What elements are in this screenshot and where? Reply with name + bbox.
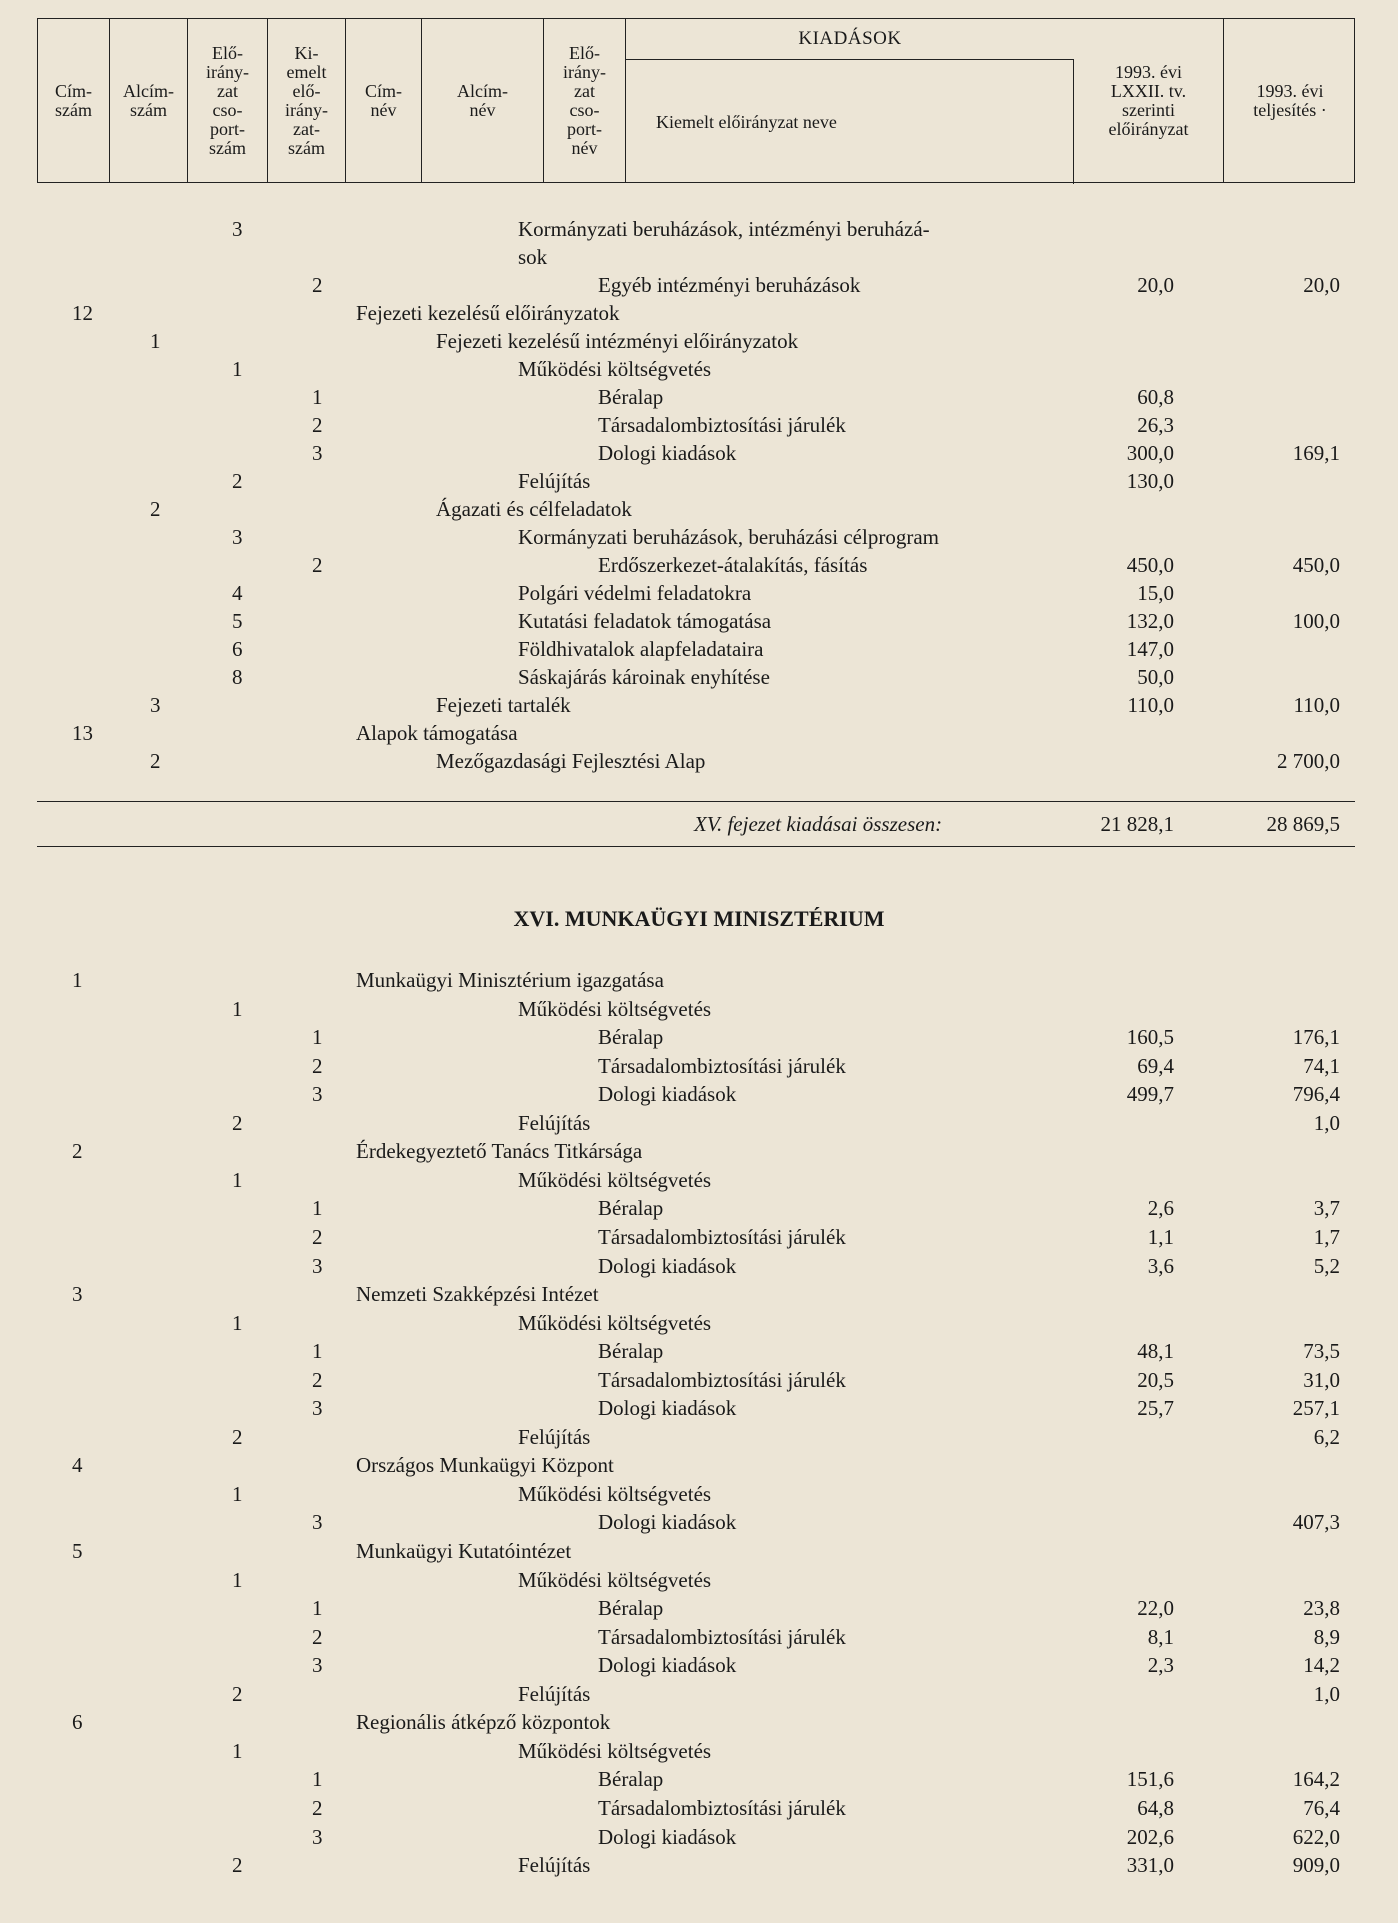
row-eloiranyzat: 160,5 [1126, 1025, 1174, 1050]
row-name: Kormányzati beruházások, intézményi beruházá- [518, 217, 930, 241]
row-code: 1 [150, 329, 161, 353]
row-code: 3 [312, 1653, 323, 1678]
row-name: Munkaügyi Kutatóintézet [356, 1539, 572, 1563]
table-row [0, 497, 1398, 525]
table-row [0, 1082, 1398, 1110]
row-code: 1 [232, 1310, 243, 1335]
row-teljesites: 1,0 [1313, 1110, 1340, 1135]
row-name: Kormányzati beruházások, beruházási célprogram [518, 525, 939, 549]
table-row [0, 1625, 1398, 1653]
row-teljesites: 20,0 [1303, 273, 1340, 297]
row-name: Kutatási feladatok támogatása [518, 609, 772, 633]
total-eloiranyzat: 21 828,1 [1100, 812, 1174, 836]
row-name: Működési költségvetés [518, 1738, 712, 1763]
header-table [37, 18, 1355, 183]
row-name: Dologi kiadások [598, 1253, 737, 1278]
row-code: 1 [312, 1596, 323, 1621]
row-name: Dologi kiadások [598, 1510, 737, 1535]
row-code: 2 [150, 497, 161, 521]
row-code: 2 [312, 1224, 323, 1249]
row-code: 1 [232, 1481, 243, 1506]
row-code: 2 [312, 1795, 323, 1820]
row-eloiranyzat: 130,0 [1126, 469, 1174, 493]
total-teljesites: 28 869,5 [1266, 812, 1340, 836]
table-row [0, 217, 1398, 245]
row-teljesites: 110,0 [1293, 693, 1340, 717]
table-row [0, 1653, 1398, 1681]
row-code: 1 [232, 1567, 243, 1592]
header-cim-nev: Cím- név [346, 19, 422, 182]
row-teljesites: 909,0 [1292, 1853, 1340, 1878]
table-row [0, 1710, 1398, 1738]
row-teljesites: 2 700,0 [1277, 749, 1340, 773]
row-code: 1 [232, 1738, 243, 1763]
row-name: Működési költségvetés [518, 1167, 712, 1192]
header-kiemelt-eloiranyzat-neve: Kiemelt előirányzat neve [626, 60, 1074, 184]
row-code: 2 [312, 1367, 323, 1392]
table-row [0, 1568, 1398, 1596]
row-code: 1 [232, 1167, 243, 1192]
table-row [0, 609, 1398, 637]
row-name: Fejezeti kezelésű előirányzatok [356, 301, 620, 325]
row-eloiranyzat: 50,0 [1137, 665, 1174, 689]
row-teljesites: 164,2 [1292, 1767, 1340, 1792]
row-name: Regionális átképző központok [356, 1710, 611, 1735]
row-eloiranyzat: 2,6 [1147, 1196, 1174, 1221]
row-eloiranyzat: 26,3 [1137, 413, 1174, 437]
row-name: Társadalombiztosítási járulék [598, 1053, 846, 1078]
table-row [0, 581, 1398, 609]
row-code: 1 [312, 1339, 323, 1364]
row-name: Dologi kiadások [598, 1396, 737, 1421]
row-code: 1 [312, 1196, 323, 1221]
row-eloiranyzat: 147,0 [1126, 637, 1174, 661]
row-teljesites: 8,9 [1313, 1624, 1340, 1649]
row-name: Alapok támogatása [356, 721, 518, 745]
header-alcim-nev: Alcím- név [422, 19, 544, 182]
row-code: 2 [232, 1681, 243, 1706]
table-row [0, 637, 1398, 665]
row-eloiranyzat: 64,8 [1137, 1795, 1174, 1820]
row-name: Fejezeti tartalék [436, 693, 571, 717]
row-name: Felújítás [518, 1424, 591, 1449]
table-row [0, 1339, 1398, 1367]
header-teljesites: 1993. évi teljesítés · [1253, 80, 1327, 120]
table-row [0, 1111, 1398, 1139]
row-name: Társadalombiztosítási járulék [598, 1795, 846, 1820]
table-row [0, 665, 1398, 693]
row-code: 3 [150, 693, 161, 717]
header-kiadasok: KIADÁSOK [626, 19, 1074, 60]
table-row [0, 997, 1398, 1025]
row-teljesites: 14,2 [1303, 1653, 1340, 1678]
table-row [0, 1539, 1398, 1567]
header-alcim-szam: Alcím- szám [110, 19, 188, 182]
header-eloiranyzat-csoport-nev: Elő- irány- zat cso- port- név [544, 19, 626, 182]
row-teljesites: 31,0 [1303, 1367, 1340, 1392]
row-code: 2 [312, 413, 323, 437]
row-name: Béralap [598, 1025, 664, 1050]
row-teljesites: 23,8 [1303, 1596, 1340, 1621]
row-name: Béralap [598, 1196, 664, 1221]
row-eloiranyzat: 151,6 [1126, 1767, 1174, 1792]
row-name: Társadalombiztosítási járulék [598, 1624, 846, 1649]
table-row [0, 357, 1398, 385]
row-code: 3 [312, 1082, 323, 1107]
total-rule-bottom [37, 846, 1355, 847]
row-name: Felújítás [518, 1853, 591, 1878]
row-name: Érdekegyeztető Tanács Titkársága [356, 1139, 643, 1164]
row-eloiranyzat: 3,6 [1147, 1253, 1174, 1278]
table-row [0, 469, 1398, 497]
table-row [0, 385, 1398, 413]
row-teljesites: 76,4 [1303, 1795, 1340, 1820]
table-row [0, 1767, 1398, 1795]
table-row [0, 1054, 1398, 1082]
table-row [0, 1254, 1398, 1282]
table-row [0, 1825, 1398, 1853]
table-row [0, 1796, 1398, 1824]
row-code: 2 [232, 1110, 243, 1135]
table-row [0, 245, 1398, 273]
row-code: 3 [232, 217, 243, 241]
row-code: 4 [232, 581, 243, 605]
table-row [0, 1311, 1398, 1339]
row-code: 2 [232, 1424, 243, 1449]
row-code: 5 [72, 1539, 83, 1563]
row-code: 3 [232, 525, 243, 549]
row-name: Működési költségvetés [518, 996, 712, 1021]
table-row [0, 721, 1398, 749]
row-code: 3 [312, 1253, 323, 1278]
table-row [0, 413, 1398, 441]
row-code: 3 [312, 1510, 323, 1535]
row-teljesites: 176,1 [1292, 1025, 1340, 1050]
row-code: 13 [72, 721, 93, 745]
row-name: Sáskajárás károinak enyhítése [518, 665, 770, 689]
row-eloiranyzat: 132,0 [1126, 609, 1174, 633]
table-row [0, 1282, 1398, 1310]
row-name: Ágazati és célfeladatok [436, 497, 632, 521]
row-code: 2 [312, 1053, 323, 1078]
row-eloiranyzat: 8,1 [1147, 1624, 1174, 1649]
row-eloiranyzat: 2,3 [1147, 1653, 1174, 1678]
table-row [0, 329, 1398, 357]
table-row [0, 1225, 1398, 1253]
row-teljesites: 3,7 [1313, 1196, 1340, 1221]
header-eloiranyzat-csoport-szam: Elő- irány- zat cso- port- szám [188, 19, 268, 182]
row-code: 1 [232, 996, 243, 1021]
row-eloiranyzat: 202,6 [1126, 1824, 1174, 1849]
row-code: 1 [72, 968, 83, 992]
row-name: Dologi kiadások [598, 1653, 737, 1678]
table-row [0, 749, 1398, 777]
row-code: 1 [232, 357, 243, 381]
row-code: 1 [312, 1767, 323, 1792]
row-name: Társadalombiztosítási járulék [598, 1367, 846, 1392]
table-row [0, 1482, 1398, 1510]
row-name: Dologi kiadások [598, 441, 737, 465]
row-name: Dologi kiadások [598, 1082, 737, 1107]
table-row [0, 441, 1398, 469]
row-name: Működési költségvetés [518, 1310, 712, 1335]
table-row [0, 553, 1398, 581]
row-eloiranyzat: 110,0 [1127, 693, 1174, 717]
row-code: 6 [232, 637, 243, 661]
row-code: 8 [232, 665, 243, 689]
header-kiemelt-eloiranyzat-szam: Ki- emelt elő- irány- zat- szám [268, 19, 346, 182]
row-eloiranyzat: 331,0 [1126, 1853, 1174, 1878]
row-eloiranyzat: 69,4 [1137, 1053, 1174, 1078]
header-cim-szam: Cím- szám [38, 19, 110, 182]
total-label: XV. fejezet kiadásai összesen: [694, 812, 943, 836]
row-code: 1 [312, 385, 323, 409]
row-name: Társadalombiztosítási járulék [598, 1224, 846, 1249]
row-code: 3 [312, 1396, 323, 1421]
table-row [0, 1196, 1398, 1224]
table-row [0, 301, 1398, 329]
row-name: Nemzeti Szakképzési Intézet [356, 1282, 599, 1307]
row-name: Polgári védelmi feladatokra [518, 581, 752, 605]
row-code: 1 [312, 1025, 323, 1050]
table-row [0, 1425, 1398, 1453]
row-teljesites: 6,2 [1313, 1424, 1340, 1449]
row-code: 2 [150, 749, 161, 773]
row-eloiranyzat: 22,0 [1137, 1596, 1174, 1621]
table-row [0, 273, 1398, 301]
row-eloiranyzat: 1,1 [1147, 1224, 1174, 1249]
table-row [0, 693, 1398, 721]
row-name: Társadalombiztosítási járulék [598, 413, 846, 437]
row-code: 2 [312, 553, 323, 577]
row-name: Országos Munkaügyi Központ [356, 1453, 614, 1478]
row-name: Béralap [598, 1596, 664, 1621]
row-eloiranyzat: 60,8 [1137, 385, 1174, 409]
row-teljesites: 169,1 [1292, 441, 1340, 465]
table-row [0, 1682, 1398, 1710]
table-row [0, 525, 1398, 553]
section-title: XVI. MUNKAÜGYI MINISZTÉRIUM [513, 906, 885, 931]
row-code: 2 [72, 1139, 83, 1164]
row-name: Erdőszerkezet-átalakítás, fásítás [598, 553, 868, 577]
row-teljesites: 100,0 [1292, 609, 1340, 633]
row-teljesites: 5,2 [1313, 1253, 1340, 1278]
row-code: 2 [232, 469, 243, 493]
row-name: Dologi kiadások [598, 1824, 737, 1849]
row-code: 3 [72, 1282, 83, 1307]
row-code: 2 [312, 1624, 323, 1649]
row-teljesites: 796,4 [1292, 1082, 1340, 1107]
row-code: 2 [312, 273, 323, 297]
row-name: Működési költségvetés [518, 1567, 712, 1592]
table-row [0, 1368, 1398, 1396]
table-row [0, 1510, 1398, 1538]
row-name: Fejezeti kezelésű intézményi előirányzatok [436, 329, 799, 353]
row-teljesites: 73,5 [1303, 1339, 1340, 1364]
row-code: 12 [72, 301, 93, 325]
row-teljesites: 1,0 [1313, 1681, 1340, 1706]
row-eloiranyzat: 48,1 [1137, 1339, 1174, 1364]
header-eloiranyzat: 1993. évi LXXII. tv. szerinti előirányzat [1074, 19, 1224, 182]
row-name: Felújítás [518, 1110, 591, 1135]
row-eloiranyzat: 25,7 [1137, 1396, 1174, 1421]
row-code: 5 [232, 609, 243, 633]
total-rule-top [37, 801, 1355, 802]
table-row [0, 1025, 1398, 1053]
table-row [0, 1168, 1398, 1196]
row-eloiranyzat: 300,0 [1126, 441, 1174, 465]
row-name: Működési költségvetés [518, 357, 712, 381]
row-name: Földhivatalok alapfeladataira [518, 637, 764, 661]
row-teljesites: 622,0 [1292, 1824, 1340, 1849]
row-code: 3 [312, 1824, 323, 1849]
row-code: 6 [72, 1710, 83, 1735]
row-teljesites: 450,0 [1292, 553, 1340, 577]
table-row [0, 1396, 1398, 1424]
table-row [0, 968, 1398, 996]
row-code: 2 [232, 1853, 243, 1878]
row-name: Béralap [598, 1767, 664, 1792]
table-row [0, 1853, 1398, 1881]
row-eloiranyzat: 20,5 [1137, 1367, 1174, 1392]
row-teljesites: 257,1 [1292, 1396, 1340, 1421]
row-teljesites: 74,1 [1303, 1053, 1340, 1078]
row-teljesites: 1,7 [1313, 1224, 1340, 1249]
row-name: Felújítás [518, 1681, 591, 1706]
table-row [0, 1139, 1398, 1167]
row-name: sok [518, 245, 548, 269]
row-eloiranyzat: 15,0 [1137, 581, 1174, 605]
table-row [0, 1739, 1398, 1767]
row-eloiranyzat: 499,7 [1126, 1082, 1174, 1107]
row-code: 3 [312, 441, 323, 465]
row-name: Munkaügyi Minisztérium igazgatása [356, 968, 664, 992]
row-code: 4 [72, 1453, 83, 1478]
table-row [0, 1453, 1398, 1481]
row-name: Mezőgazdasági Fejlesztési Alap [436, 749, 706, 773]
row-teljesites: 407,3 [1292, 1510, 1340, 1535]
row-eloiranyzat: 450,0 [1126, 553, 1174, 577]
row-name: Működési költségvetés [518, 1481, 712, 1506]
row-name: Felújítás [518, 469, 591, 493]
row-name: Béralap [598, 1339, 664, 1364]
row-name: Egyéb intézményi beruházások [598, 273, 861, 297]
table-row [0, 1596, 1398, 1624]
row-name: Béralap [598, 385, 664, 409]
row-eloiranyzat: 20,0 [1137, 273, 1174, 297]
